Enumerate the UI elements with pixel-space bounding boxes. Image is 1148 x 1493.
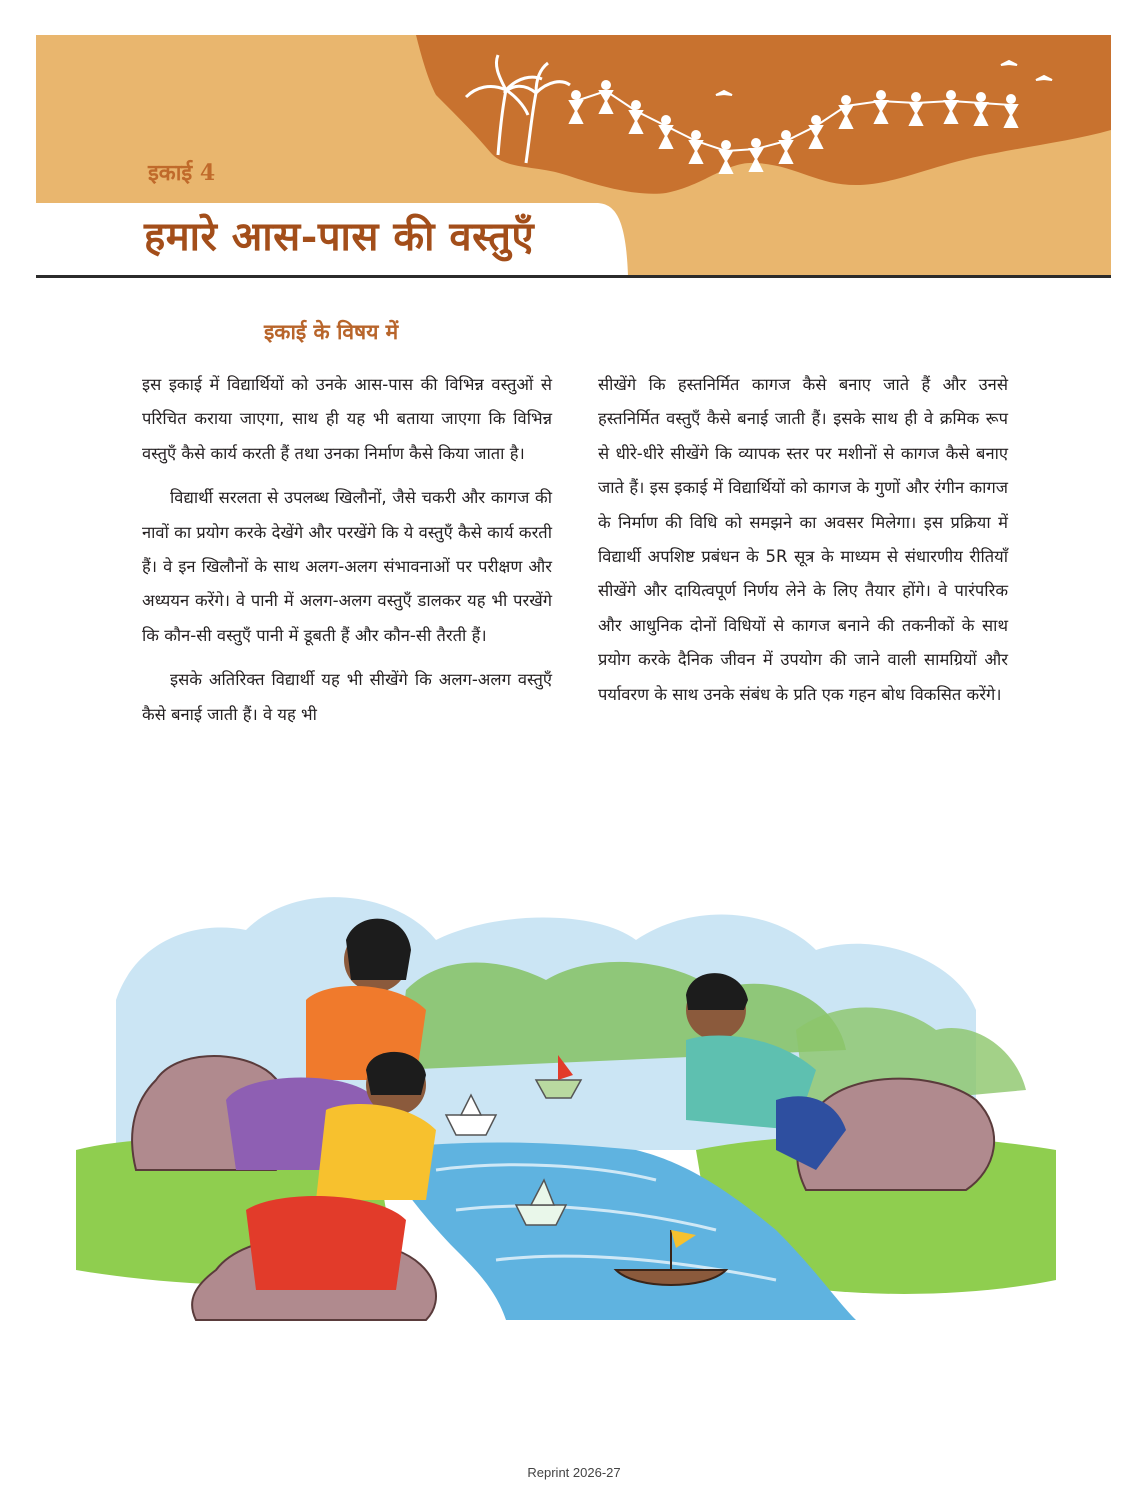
header-banner — [36, 35, 1111, 276]
right-text-column — [598, 368, 1008, 712]
page-title: हमारे आस-पास की वस्तुएँ — [144, 213, 535, 260]
children-playing-illustration — [76, 850, 1076, 1330]
section-heading: इकाई के विषय में — [264, 320, 399, 344]
paragraph: सीखेंगे कि हस्तनिर्मित कागज कैसे बनाए जाते हैं और उनसे हस्तनिर्मित वस्तुएँ कैसे बनाई जाती हैं। इसके साथ ही वे क्रमिक रूप से धीरे-धीरे सीखेंगे कि व्यापक स्तर पर मशीनों से कागज कैसे बनाए जाते हैं। इस इकाई में विद्यार्थियों को कागज के गुणों और रंगीन कागज के निर्माण की विधि को समझने का अवसर मिलेगा। इस प्रक्रिया में विद्यार्थी अपशिष्ट प्रबंधन के 5R सूत्र के माध्यम से संधारणीय रीतियाँ सीखेंगे और दायित्वपूर्ण निर्णय लेने के लिए तैयार होंगे। वे पारंपरिक और आधुनिक दोनों विधियों से कागज बनाने की तकनीकों के साथ प्रयोग करके दैनिक जीवन में उपयोग की जाने वाली सामग्रियों और पर्यावरण के साथ उनके संबंध के प्रति एक गहन बोध विकसित करेंगे। — [598, 375, 1008, 704]
paragraph: इस इकाई में विद्यार्थियों को उनके आस-पास की विभिन्न वस्तुओं से परिचित कराया जाएगा, साथ ही यह भी बताया जाएगा कि विभिन्न वस्तुएँ कैसे कार्य करती हैं तथा उनका निर्माण कैसे किया जाता है। — [142, 375, 552, 463]
unit-label: इकाई 4 — [148, 160, 216, 186]
left-text-column — [142, 368, 552, 732]
paragraph: इसके अतिरिक्त विद्यार्थी यह भी सीखेंगे कि अलग-अलग वस्तुएँ कैसे बनाई जाती हैं। वे यह भी — [142, 670, 552, 724]
title-divider — [36, 275, 1111, 278]
paragraph: विद्यार्थी सरलता से उपलब्ध खिलौनों, जैसे चकरी और कागज की नावों का प्रयोग करके देखेंगे और परखेंगे कि ये वस्तुएँ कैसे कार्य करती हैं। वे इन खिलौनों के साथ अलग-अलग संभावनाओं पर परीक्षण और अध्ययन करेंगे। वे पानी में अलग-अलग वस्तुएँ डालकर यह भी परखेंगे कि कौन-सी वस्तुएँ पानी में डूबती हैं और कौन-सी तैरती हैं। — [142, 488, 552, 645]
footer-reprint: Reprint 2026-27 — [527, 1465, 621, 1480]
